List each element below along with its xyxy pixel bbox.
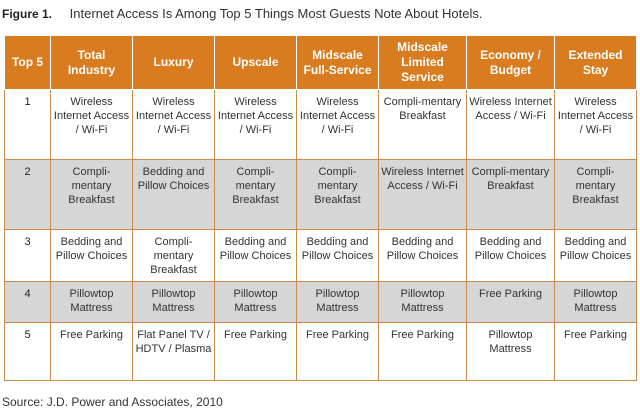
table-header-row bbox=[5, 36, 637, 90]
table-cell: Compli-mentary Breakfast bbox=[133, 230, 215, 282]
table-cell: Free Parking bbox=[467, 282, 555, 323]
table-cell: Wireless Internet Access / Wi-Fi bbox=[215, 90, 297, 160]
rank-cell: 4 bbox=[5, 282, 51, 323]
table-cell: Pillowtop Mattress bbox=[297, 282, 379, 323]
header-luxury: Luxury bbox=[133, 36, 215, 90]
header-midscale-limited-service: Midscale Limited Service bbox=[379, 36, 467, 90]
table-cell: Compli-mentary Breakfast bbox=[215, 160, 297, 230]
header-extended-stay: Extended Stay bbox=[555, 36, 637, 90]
table-cell: Wireless Internet Access / Wi-Fi bbox=[297, 90, 379, 160]
table-row bbox=[5, 323, 637, 381]
table-cell: Bedding and Pillow Choices bbox=[215, 230, 297, 282]
header-total-industry: Total Industry bbox=[51, 36, 133, 90]
table-cell: Free Parking bbox=[379, 323, 467, 381]
table-row bbox=[5, 230, 637, 282]
header-upscale: Upscale bbox=[215, 36, 297, 90]
table-row bbox=[5, 160, 637, 230]
header-midscale-full-service: Midscale Full-Service bbox=[297, 36, 379, 90]
rank-cell: 1 bbox=[5, 90, 51, 160]
table-cell: Bedding and Pillow Choices bbox=[297, 230, 379, 282]
table-cell: Compli-mentary Breakfast bbox=[555, 160, 637, 230]
figure-title bbox=[2, 4, 638, 24]
table-cell: Bedding and Pillow Choices bbox=[51, 230, 133, 282]
table-cell: Wireless Internet Access / Wi-Fi bbox=[51, 90, 133, 160]
header-top5: Top 5 bbox=[5, 36, 51, 90]
source-note: Source: J.D. Power and Associates, 2010 bbox=[2, 395, 223, 409]
rank-cell: 2 bbox=[5, 160, 51, 230]
figure-caption: Internet Access Is Among Top 5 Things Most Guests Note About Hotels. bbox=[69, 6, 483, 21]
table-row bbox=[5, 282, 637, 323]
table-cell: Free Parking bbox=[297, 323, 379, 381]
table-cell: Wireless Internet Access / Wi-Fi bbox=[133, 90, 215, 160]
table-row bbox=[5, 90, 637, 160]
table-cell: Compli-mentary Breakfast bbox=[51, 160, 133, 230]
hotel-amenities-table bbox=[4, 35, 637, 381]
table-cell: Bedding and Pillow Choices bbox=[555, 230, 637, 282]
table-cell: Pillowtop Mattress bbox=[555, 282, 637, 323]
table-cell: Compli-mentary Breakfast bbox=[379, 90, 467, 160]
rank-cell: 5 bbox=[5, 323, 51, 381]
table-cell: Compli-mentary Breakfast bbox=[297, 160, 379, 230]
table-cell: Pillowtop Mattress bbox=[51, 282, 133, 323]
table-cell: Pillowtop Mattress bbox=[215, 282, 297, 323]
table-cell: Pillowtop Mattress bbox=[379, 282, 467, 323]
table-cell: Free Parking bbox=[555, 323, 637, 381]
table-cell: Pillowtop Mattress bbox=[133, 282, 215, 323]
table-cell: Pillowtop Mattress bbox=[467, 323, 555, 381]
table-cell: Wireless Internet Access / Wi-Fi bbox=[379, 160, 467, 230]
table-cell: Wireless Internet Access / Wi-Fi bbox=[467, 90, 555, 160]
table-cell: Wireless Internet Access / Wi-Fi bbox=[555, 90, 637, 160]
header-economy-budget: Economy / Budget bbox=[467, 36, 555, 90]
table-cell: Compli-mentary Breakfast bbox=[467, 160, 555, 230]
table-cell: Bedding and Pillow Choices bbox=[133, 160, 215, 230]
table-cell: Free Parking bbox=[51, 323, 133, 381]
table-cell: Free Parking bbox=[215, 323, 297, 381]
table-cell: Bedding and Pillow Choices bbox=[467, 230, 555, 282]
rank-cell: 3 bbox=[5, 230, 51, 282]
table-cell: Flat Panel TV / HDTV / Plasma bbox=[133, 323, 215, 381]
table-cell: Bedding and Pillow Choices bbox=[379, 230, 467, 282]
figure-label: Figure 1. bbox=[2, 7, 53, 21]
